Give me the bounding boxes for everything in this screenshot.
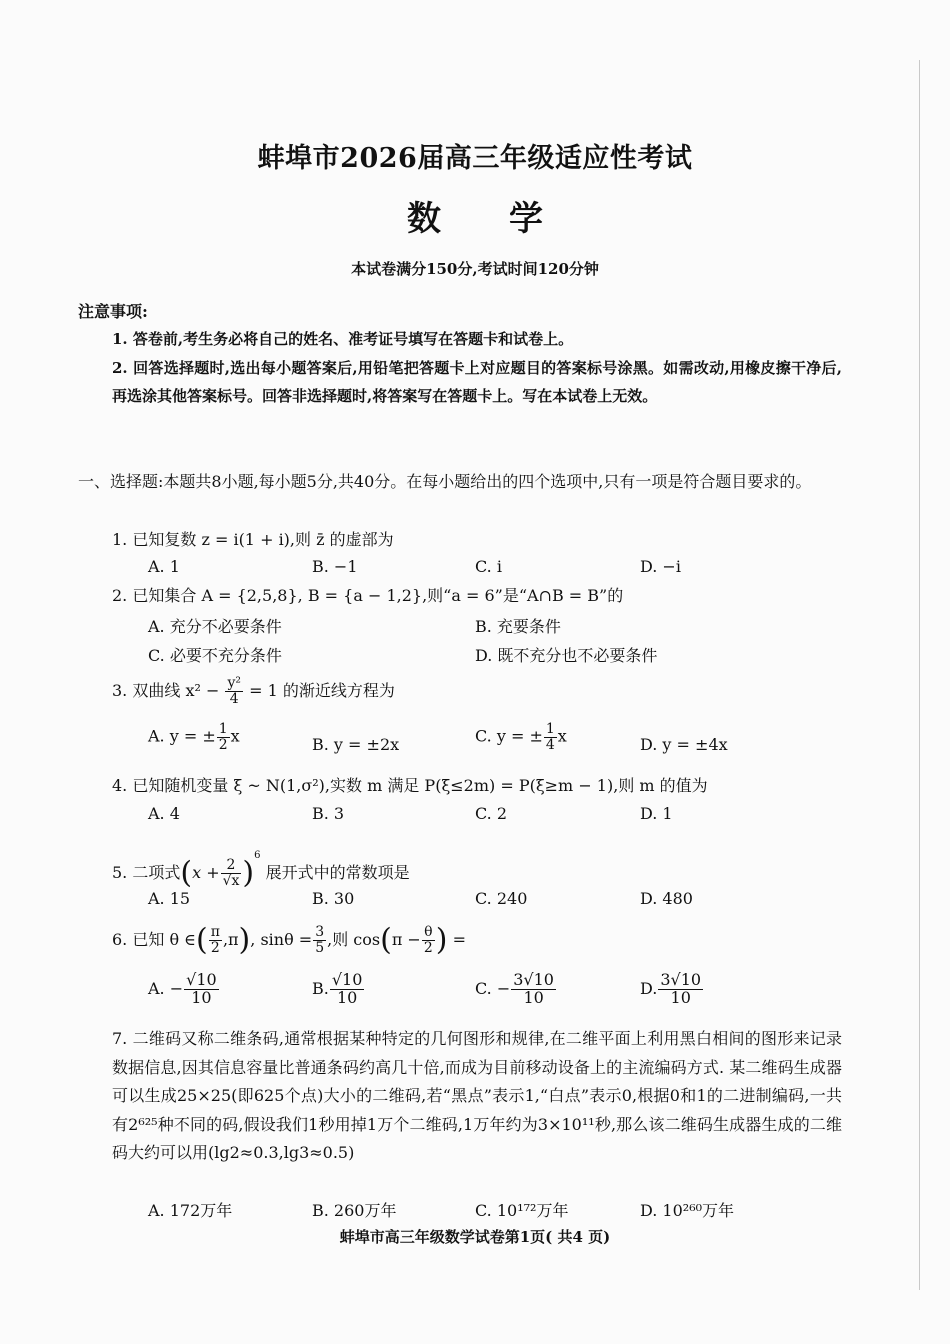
q6-c-pre: C. −	[475, 978, 511, 998]
q6-c-den: 10	[523, 987, 544, 1007]
q7-option-c: C. 10¹⁷²万年	[475, 1201, 569, 1220]
q4-option-a: A. 4	[148, 804, 180, 823]
q6-option-d	[640, 972, 704, 1007]
q6-pi: ,π	[222, 930, 239, 949]
notes-item-1: 1. 答卷前,考生务必将自己的姓名、准考证号填写在答题卡和试卷上。	[112, 330, 574, 348]
q5-option-b: B. 30	[312, 889, 355, 908]
q6-c-frac	[511, 972, 556, 1007]
q6-c-num: 3√10	[513, 970, 554, 989]
q3-a-post: x	[230, 726, 240, 746]
q6-cos-pi: π −	[391, 930, 421, 949]
notes-item-2: 2. 回答选择题时,选出每小题答案后,用铅笔把答题卡上对应题目的答案标号涂黑。如需改动,用橡皮擦干净后,再选涂其他答案标号。回答非选择题时,将答案写在答题卡上。写在本试卷上无效。	[112, 359, 842, 405]
q6-a-den: 10	[191, 987, 212, 1007]
q3-c-pre: C. y = ±	[475, 726, 543, 746]
q1-option-a: A. 1	[148, 557, 180, 576]
q6-cos-pre: ,则 cos	[327, 930, 381, 949]
q3-a-frac	[217, 722, 230, 752]
q6-eq: =	[452, 930, 466, 949]
q5-stem	[112, 832, 410, 898]
q3-c-num: 1	[545, 721, 555, 737]
q6-stem-pre: 6. 已知 θ ∈	[112, 930, 197, 949]
q6-option-b	[312, 972, 365, 1007]
q3-option-a	[148, 722, 240, 752]
q5-right-paren: )	[242, 855, 255, 891]
q2-option-d: D. 既不充分也不必要条件	[475, 646, 658, 665]
q1-option-b: B. −1	[312, 557, 358, 576]
q2-option-c: C. 必要不充分条件	[148, 646, 282, 665]
q3-stem	[112, 668, 395, 714]
section-1-heading: 一、选择题:本题共8小题,每小题5分,共40分。在每小题给出的四个选项中,只有一项是符合题目要求的。	[78, 472, 812, 491]
q5-frac-den: √x	[222, 873, 240, 889]
q6-sin-frac	[313, 925, 326, 955]
q6-pi-frac	[209, 925, 222, 955]
q3-c-post: x	[557, 726, 567, 746]
q1-stem: 1. 已知复数 z = i(1 + i),则 z̄ 的虚部为	[112, 530, 394, 549]
q4-option-b: B. 3	[312, 804, 345, 823]
q6-a-num: √10	[186, 970, 217, 989]
q6-option-c	[475, 972, 557, 1007]
q6-theta-num: θ	[422, 925, 435, 941]
q6-b-num: √10	[331, 970, 363, 989]
q5-frac-num: 2	[221, 858, 242, 874]
q6-pi-num: π	[210, 924, 220, 941]
q5-left-paren: (	[180, 855, 193, 891]
q6-d-den: 10	[670, 987, 691, 1007]
q3-c-den: 4	[545, 736, 555, 753]
q6-left-paren-1: (	[196, 922, 208, 958]
q6-b-frac	[330, 972, 365, 1007]
q5-x: x +	[192, 863, 220, 882]
q6-stem	[112, 916, 466, 965]
q6-theta-den: 2	[423, 940, 433, 956]
q3-a-den: 2	[218, 736, 228, 753]
exam-title: 蚌埠市2026届高三年级适应性考试	[257, 143, 693, 174]
q1-option-c: C. i	[475, 557, 502, 576]
q7-option-b: B. 260万年	[312, 1201, 397, 1220]
q3-fraction	[225, 676, 243, 706]
notes-heading: 注意事项:	[78, 302, 148, 321]
q5-exponent: 6	[254, 850, 261, 861]
q6-right-paren-1: )	[238, 922, 251, 958]
q6-sin-num: 3	[315, 924, 325, 941]
q4-stem: 4. 已知随机变量 ξ ~ N(1,σ²),实数 m 满足 P(ξ≤2m) = P(ξ≥m − 1),则 m 的值为	[112, 776, 708, 795]
q6-a-frac	[184, 972, 219, 1007]
q6-pi-den: 2	[210, 940, 220, 956]
q3-stem-post: = 1 的渐近线方程为	[249, 681, 395, 700]
q4-option-c: C. 2	[475, 804, 508, 823]
q3-option-d: D. y = ±4x	[640, 735, 728, 754]
q2-option-b: B. 充要条件	[475, 617, 561, 636]
q5-option-d: D. 480	[640, 889, 693, 908]
q3-a-pre: A. y = ±	[148, 726, 216, 746]
page-edge-line	[919, 60, 920, 1290]
q6-a-pre: A. −	[148, 978, 184, 998]
q6-d-pre: D.	[640, 978, 658, 998]
exam-info: 本试卷满分150分,考试时间120分钟	[351, 260, 599, 278]
q5-stem-pre: 5. 二项式	[112, 863, 181, 882]
exam-subject: 数学	[407, 199, 611, 239]
q6-option-a	[148, 972, 220, 1007]
q7-option-d: D. 10²⁶⁰万年	[640, 1201, 735, 1220]
q5-fraction	[221, 858, 242, 888]
q6-sin-den: 5	[315, 940, 325, 956]
q6-b-pre: B.	[312, 978, 329, 998]
q3-a-num: 1	[218, 721, 228, 737]
page-footer: 蚌埠市高三年级数学试卷第1页( 共4 页)	[339, 1228, 611, 1246]
q6-d-num: 3√10	[660, 970, 702, 989]
q3-option-c	[475, 722, 567, 752]
q5-stem-post: 展开式中的常数项是	[265, 863, 410, 882]
q2-option-a: A. 充分不必要条件	[148, 617, 282, 636]
q6-d-frac	[658, 972, 703, 1007]
q6-right-paren-2: )	[435, 922, 448, 958]
q5-option-c: C. 240	[475, 889, 528, 908]
q3-frac-den: 4	[229, 691, 239, 707]
q2-stem: 2. 已知集合 A = {2,5,8}, B = {a − 1,2},则“a = 6”是“A∩B = B”的	[112, 586, 624, 605]
q6-theta-frac	[422, 925, 435, 955]
q4-option-d: D. 1	[640, 804, 673, 823]
q1-option-d: D. −i	[640, 557, 681, 576]
q6-sin-pre: , sinθ =	[250, 930, 313, 949]
q7-stem: 7. 二维码又称二维条码,通常根据某种特定的几何图形和规律,在二维平面上利用黑白相间的图形来记录数据信息,因其信息容量比普通条码约高几十倍,而成为目前移动设备上的主流编码方式. 某二维码生成器可以生成25×25(即625个点)大小的二维码,若“黑点”表示1,“白点”表示0,根据0和1的二进制编码,一共有2⁶²⁵种不同的码,假设我们1秒用掉1万个二维码,1万年约为3×10¹¹秒,那么该二维码生成器生成的二维码大约可以用(lg2≈0.3,lg3≈0.5)	[112, 1029, 842, 1162]
q6-b-den: 10	[336, 987, 358, 1007]
q3-stem-pre: 3. 双曲线 x² −	[112, 681, 220, 700]
q5-option-a: A. 15	[148, 889, 191, 908]
q3-c-frac	[544, 722, 557, 752]
q3-frac-num: y²	[227, 675, 241, 692]
q6-left-paren-2: (	[380, 922, 392, 958]
q3-option-b: B. y = ±2x	[312, 735, 400, 754]
q7-option-a: A. 172万年	[148, 1201, 233, 1220]
